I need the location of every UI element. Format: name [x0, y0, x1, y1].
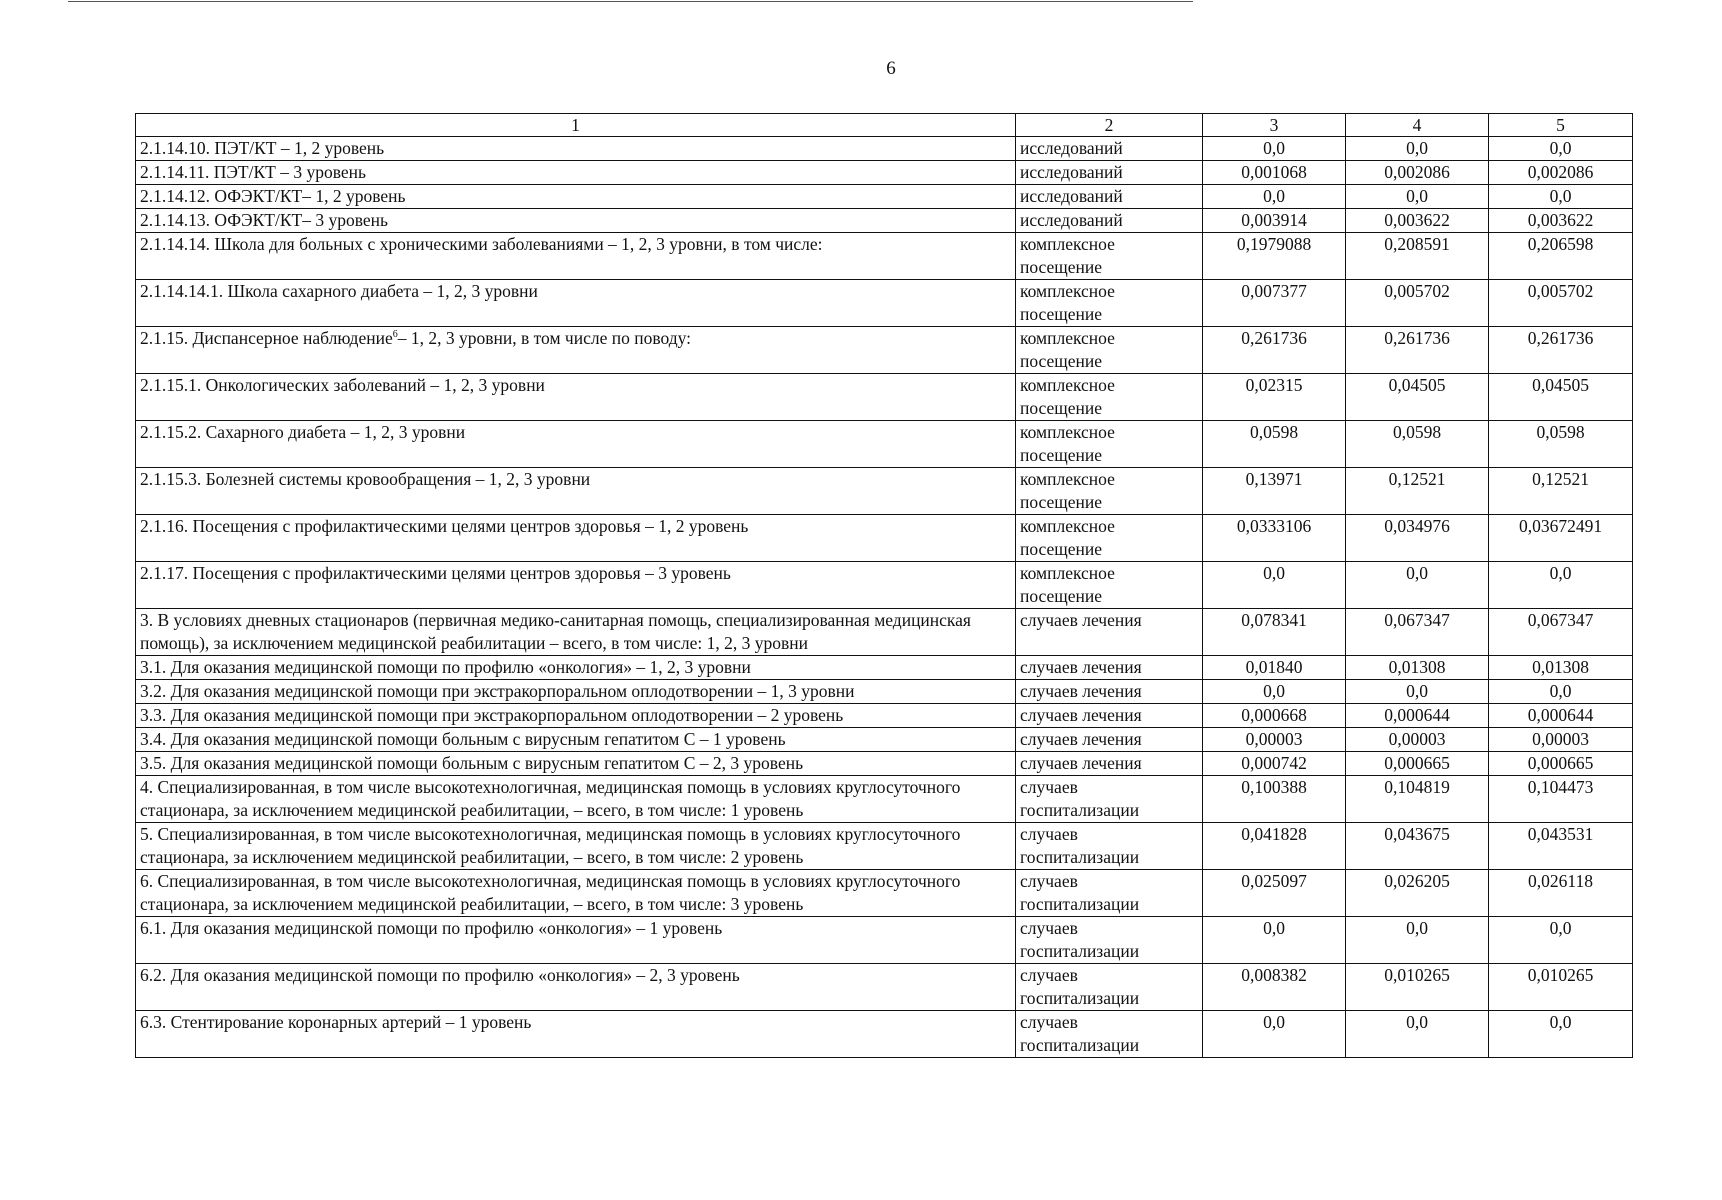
row-value-col-4: 0,208591	[1346, 233, 1489, 280]
row-unit: комплексное посещение	[1016, 421, 1203, 468]
row-value-col-4: 0,043675	[1346, 823, 1489, 870]
row-value-col-3: 0,000668	[1203, 704, 1346, 728]
row-unit: случаев госпитализации	[1016, 1011, 1203, 1058]
table-row	[136, 964, 1633, 1011]
row-value-col-5: 0,03672491	[1489, 515, 1633, 562]
row-name: 3.1. Для оказания медицинской помощи по профилю «онкология» – 1, 2, 3 уровни	[140, 657, 751, 677]
table-row	[136, 515, 1633, 562]
row-name-cell	[136, 870, 1016, 917]
row-value-col-3: 0,01840	[1203, 656, 1346, 680]
row-value-col-5: 0,0	[1489, 917, 1633, 964]
row-name-cell	[136, 728, 1016, 752]
row-unit: комплексное посещение	[1016, 468, 1203, 515]
table-row	[136, 656, 1633, 680]
row-unit: случаев госпитализации	[1016, 776, 1203, 823]
row-unit: исследований	[1016, 185, 1203, 209]
row-value-col-5: 0,003622	[1489, 209, 1633, 233]
row-name: 6.3. Стентирование коронарных артерий – 1 уровень	[140, 1012, 532, 1032]
row-value-col-5: 0,043531	[1489, 823, 1633, 870]
row-value-col-4: 0,261736	[1346, 327, 1489, 374]
row-unit: случаев лечения	[1016, 728, 1203, 752]
header-col-5: 5	[1489, 114, 1633, 137]
page-number: 6	[886, 58, 896, 79]
row-value-col-3: 0,007377	[1203, 280, 1346, 327]
row-name-cell	[136, 327, 1016, 374]
row-value-col-3: 0,13971	[1203, 468, 1346, 515]
table-row	[136, 752, 1633, 776]
row-value-col-5: 0,0	[1489, 680, 1633, 704]
row-value-col-3: 0,0	[1203, 562, 1346, 609]
row-unit: случаев лечения	[1016, 704, 1203, 728]
row-value-col-3: 0,100388	[1203, 776, 1346, 823]
row-unit: случаев госпитализации	[1016, 870, 1203, 917]
table-row	[136, 609, 1633, 656]
row-name: 3.4. Для оказания медицинской помощи больным с вирусным гепатитом С – 1 уровень	[140, 729, 786, 749]
row-name-tail: – 1, 2, 3 уровни, в том числе по поводу:	[397, 328, 691, 348]
row-name-cell	[136, 209, 1016, 233]
row-value-col-4: 0,010265	[1346, 964, 1489, 1011]
row-unit: случаев госпитализации	[1016, 823, 1203, 870]
row-value-col-3: 0,0	[1203, 917, 1346, 964]
row-value-col-4: 0,0	[1346, 1011, 1489, 1058]
row-name-cell	[136, 917, 1016, 964]
footnote-marker: 6	[392, 329, 398, 341]
table-row	[136, 917, 1633, 964]
table-row	[136, 421, 1633, 468]
row-name: 6.1. Для оказания медицинской помощи по профилю «онкология» – 1 уровень	[140, 918, 723, 938]
row-value-col-4: 0,034976	[1346, 515, 1489, 562]
row-value-col-3: 0,261736	[1203, 327, 1346, 374]
table-row	[136, 776, 1633, 823]
row-name-cell	[136, 823, 1016, 870]
row-value-col-3: 0,0333106	[1203, 515, 1346, 562]
row-name-cell	[136, 233, 1016, 280]
row-value-col-3: 0,0	[1203, 680, 1346, 704]
row-name: 6. Специализированная, в том числе высокотехнологичная, медицинская помощь в условиях круглосуточного стационара, за исключением медицинской реабилитации, – всего, в том числе: 3 уровень	[140, 871, 961, 914]
table-row	[136, 137, 1633, 161]
row-value-col-4: 0,0	[1346, 185, 1489, 209]
row-name: 3. В условиях дневных стационаров (первичная медико-санитарная помощь, специализированная медицинская помощь), за исключением медицинской реабилитации – всего, в том числе: 1, 2, 3 уровни	[140, 610, 971, 653]
row-value-col-3: 0,0	[1203, 1011, 1346, 1058]
table-row	[136, 233, 1633, 280]
row-value-col-4: 0,0	[1346, 137, 1489, 161]
row-value-col-4: 0,12521	[1346, 468, 1489, 515]
row-value-col-5: 0,026118	[1489, 870, 1633, 917]
row-unit: случаев лечения	[1016, 609, 1203, 656]
row-value-col-5: 0,261736	[1489, 327, 1633, 374]
row-name: 3.3. Для оказания медицинской помощи при экстракорпоральном оплодотворении – 2 уровень	[140, 705, 844, 725]
row-name-cell	[136, 161, 1016, 185]
row-value-col-3: 0,041828	[1203, 823, 1346, 870]
row-value-col-3: 0,0	[1203, 185, 1346, 209]
row-unit: комплексное посещение	[1016, 327, 1203, 374]
row-unit: комплексное посещение	[1016, 280, 1203, 327]
row-unit: исследований	[1016, 209, 1203, 233]
row-name-cell	[136, 280, 1016, 327]
table-row	[136, 280, 1633, 327]
row-value-col-4: 0,000644	[1346, 704, 1489, 728]
row-value-col-3: 0,0	[1203, 137, 1346, 161]
row-name: 6.2. Для оказания медицинской помощи по профилю «онкология» – 2, 3 уровень	[140, 965, 740, 985]
row-name: 2.1.15.1. Онкологических заболеваний – 1, 2, 3 уровни	[140, 375, 545, 395]
table-row	[136, 680, 1633, 704]
row-value-col-3: 0,078341	[1203, 609, 1346, 656]
row-name-cell	[136, 609, 1016, 656]
row-unit: комплексное посещение	[1016, 233, 1203, 280]
header-col-1: 1	[136, 114, 1016, 137]
row-value-col-4: 0,0	[1346, 917, 1489, 964]
row-name: 2.1.15.2. Сахарного диабета – 1, 2, 3 уровни	[140, 422, 466, 442]
row-value-col-5: 0,00003	[1489, 728, 1633, 752]
row-unit: исследований	[1016, 161, 1203, 185]
row-name-cell	[136, 137, 1016, 161]
row-name: 5. Специализированная, в том числе высокотехнологичная, медицинская помощь в условиях круглосуточного стационара, за исключением медицинской реабилитации, – всего, в том числе: 2 уровень	[140, 824, 961, 867]
row-name: 2.1.14.14.1. Школа сахарного диабета – 1, 2, 3 уровни	[140, 281, 538, 301]
row-name-cell	[136, 515, 1016, 562]
row-name: 3.2. Для оказания медицинской помощи при экстракорпоральном оплодотворении – 1, 3 уровни	[140, 681, 855, 701]
row-value-col-4: 0,003622	[1346, 209, 1489, 233]
row-name-cell	[136, 752, 1016, 776]
table-row	[136, 1011, 1633, 1058]
row-value-col-5: 0,0	[1489, 1011, 1633, 1058]
row-value-col-4: 0,0	[1346, 562, 1489, 609]
table-row	[136, 728, 1633, 752]
row-value-col-5: 0,000665	[1489, 752, 1633, 776]
table-row	[136, 823, 1633, 870]
row-value-col-5: 0,104473	[1489, 776, 1633, 823]
row-value-col-5: 0,0	[1489, 137, 1633, 161]
row-name: 2.1.14.13. ОФЭКТ/КТ– 3 уровень	[140, 210, 388, 230]
row-name: 2.1.14.11. ПЭТ/КТ – 3 уровень	[140, 162, 366, 182]
row-value-col-5: 0,01308	[1489, 656, 1633, 680]
header-col-3: 3	[1203, 114, 1346, 137]
row-unit: случаев лечения	[1016, 680, 1203, 704]
row-unit: комплексное посещение	[1016, 562, 1203, 609]
row-value-col-3: 0,000742	[1203, 752, 1346, 776]
row-value-col-3: 0,0598	[1203, 421, 1346, 468]
row-value-col-5: 0,000644	[1489, 704, 1633, 728]
table-row	[136, 185, 1633, 209]
row-value-col-4: 0,04505	[1346, 374, 1489, 421]
row-name-cell	[136, 562, 1016, 609]
row-value-col-4: 0,002086	[1346, 161, 1489, 185]
row-name: 2.1.14.12. ОФЭКТ/КТ– 1, 2 уровень	[140, 186, 406, 206]
row-name: 2.1.16. Посещения с профилактическими целями центров здоровья – 1, 2 уровень	[140, 516, 749, 536]
row-name-cell	[136, 680, 1016, 704]
row-value-col-3: 0,025097	[1203, 870, 1346, 917]
row-value-col-5: 0,010265	[1489, 964, 1633, 1011]
row-name-cell	[136, 704, 1016, 728]
row-name-cell	[136, 185, 1016, 209]
row-value-col-3: 0,008382	[1203, 964, 1346, 1011]
row-value-col-4: 0,000665	[1346, 752, 1489, 776]
row-unit: случаев госпитализации	[1016, 917, 1203, 964]
row-value-col-3: 0,00003	[1203, 728, 1346, 752]
table-row	[136, 468, 1633, 515]
table-row	[136, 327, 1633, 374]
row-value-col-4: 0,0	[1346, 680, 1489, 704]
row-name-cell	[136, 468, 1016, 515]
row-name: 2.1.14.14. Школа для больных с хроническими заболеваниями – 1, 2, 3 уровни, в том числе:	[140, 234, 823, 254]
row-value-col-4: 0,0598	[1346, 421, 1489, 468]
row-value-col-4: 0,00003	[1346, 728, 1489, 752]
row-value-col-5: 0,0	[1489, 185, 1633, 209]
row-name-cell	[136, 1011, 1016, 1058]
row-name: 3.5. Для оказания медицинской помощи больным с вирусным гепатитом С – 2, 3 уровень	[140, 753, 804, 773]
row-value-col-4: 0,026205	[1346, 870, 1489, 917]
row-name: 2.1.15.3. Болезней системы кровообращения – 1, 2, 3 уровни	[140, 469, 591, 489]
row-value-col-4: 0,104819	[1346, 776, 1489, 823]
table-row	[136, 209, 1633, 233]
row-value-col-5: 0,002086	[1489, 161, 1633, 185]
header-col-4: 4	[1346, 114, 1489, 137]
row-unit: исследований	[1016, 137, 1203, 161]
row-unit: случаев лечения	[1016, 752, 1203, 776]
row-name: 2.1.17. Посещения с профилактическими целями центров здоровья – 3 уровень	[140, 563, 731, 583]
row-value-col-4: 0,01308	[1346, 656, 1489, 680]
row-value-col-5: 0,12521	[1489, 468, 1633, 515]
row-name-cell	[136, 374, 1016, 421]
header-col-2: 2	[1016, 114, 1203, 137]
row-value-col-5: 0,067347	[1489, 609, 1633, 656]
row-value-col-3: 0,02315	[1203, 374, 1346, 421]
table-row	[136, 870, 1633, 917]
table-row	[136, 161, 1633, 185]
row-name-cell	[136, 656, 1016, 680]
table-row	[136, 374, 1633, 421]
row-name-cell	[136, 964, 1016, 1011]
row-name: 4. Специализированная, в том числе высокотехнологичная, медицинская помощь в условиях круглосуточного стационара, за исключением медицинской реабилитации, – всего, в том числе: 1 уровень	[140, 777, 961, 820]
row-value-col-3: 0,003914	[1203, 209, 1346, 233]
table-header-row	[136, 114, 1633, 137]
row-unit: случаев лечения	[1016, 656, 1203, 680]
row-unit: случаев госпитализации	[1016, 964, 1203, 1011]
row-value-col-5: 0,005702	[1489, 280, 1633, 327]
row-value-col-5: 0,206598	[1489, 233, 1633, 280]
row-value-col-5: 0,0	[1489, 562, 1633, 609]
row-name: 2.1.14.10. ПЭТ/КТ – 1, 2 уровень	[140, 138, 385, 158]
row-value-col-5: 0,0598	[1489, 421, 1633, 468]
row-name-cell	[136, 776, 1016, 823]
row-unit: комплексное посещение	[1016, 374, 1203, 421]
row-name: 2.1.15. Диспансерное наблюдение	[140, 328, 393, 348]
row-value-col-4: 0,005702	[1346, 280, 1489, 327]
table-row	[136, 562, 1633, 609]
row-value-col-5: 0,04505	[1489, 374, 1633, 421]
row-name-cell	[136, 421, 1016, 468]
row-unit: комплексное посещение	[1016, 515, 1203, 562]
table-row	[136, 704, 1633, 728]
scan-edge-line	[68, 1, 1193, 2]
row-value-col-3: 0,001068	[1203, 161, 1346, 185]
row-value-col-3: 0,1979088	[1203, 233, 1346, 280]
row-value-col-4: 0,067347	[1346, 609, 1489, 656]
data-table	[135, 113, 1633, 1058]
